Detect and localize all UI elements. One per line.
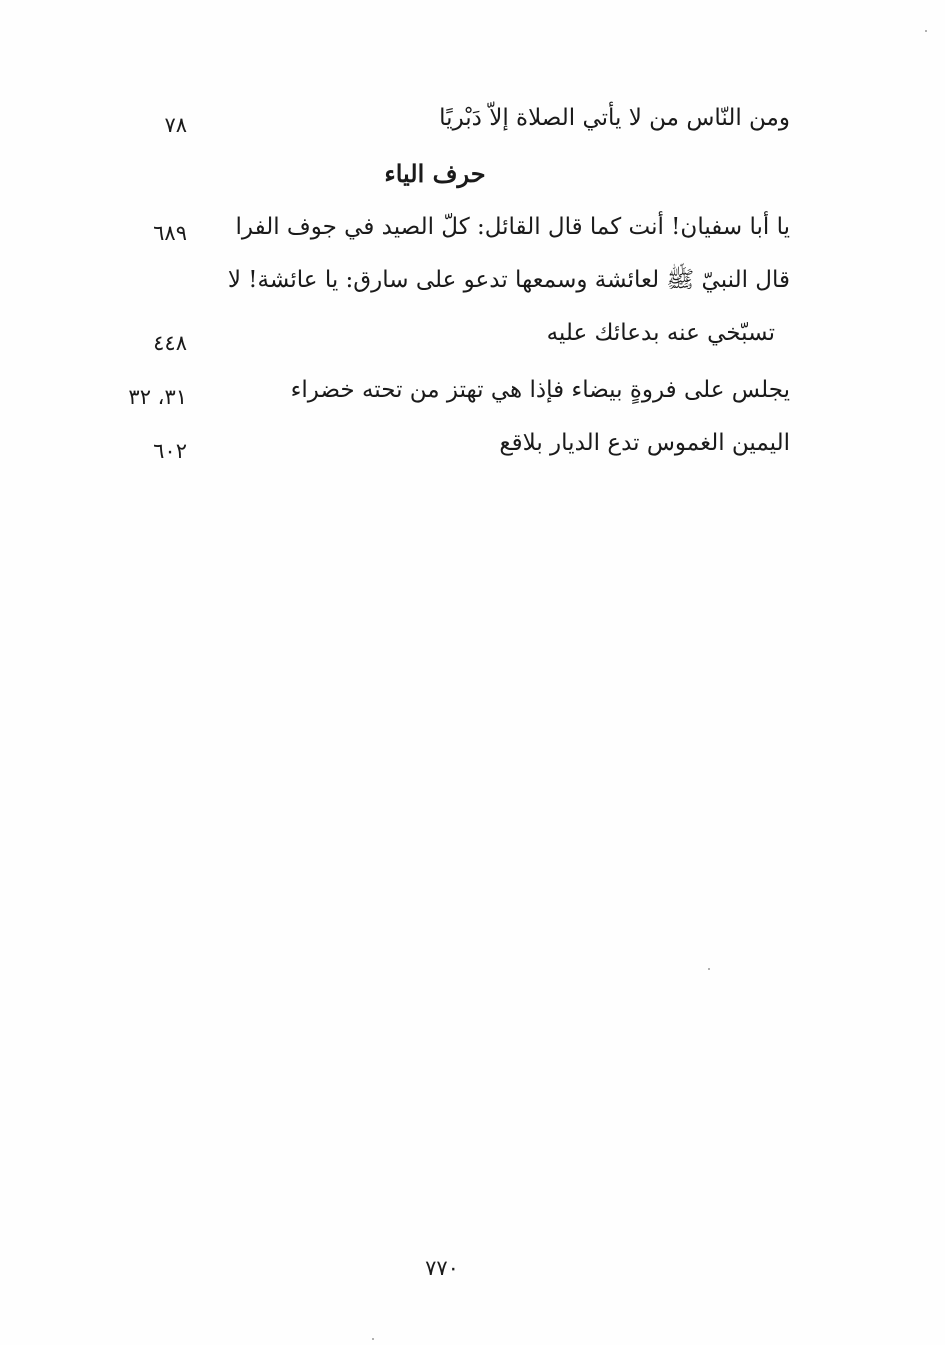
index-entry-text: يا أبا سفيان! أنت كما قال القائل: كلّ الصيد في جوف الفرا <box>235 214 790 240</box>
index-entry-page-ref: ٦٨٩ <box>153 221 187 245</box>
index-entry-page-ref: ٤٤٨ <box>153 331 187 355</box>
index-entry-page-ref: ٦٠٢ <box>153 439 187 463</box>
index-entry-text: يجلس على فروةٍ بيضاء فإذا هي تهتز من تحته خضراء <box>290 377 790 403</box>
index-entry-page-ref: ٣١، ٣٢ <box>128 385 187 409</box>
scan-speck <box>925 30 927 32</box>
index-entry-text-line2: تسبّخي عنه بدعائك عليه <box>546 320 775 346</box>
index-entry-text: اليمين الغموس تدع الديار بلاقع <box>499 430 790 456</box>
scan-speck <box>708 968 710 970</box>
index-entry-page-ref: ٧٨ <box>164 113 187 137</box>
scan-speck <box>372 1338 374 1340</box>
index-entry-text: ومن النّاس من لا يأتي الصلاة إلاّ دَبْريًا <box>439 105 790 131</box>
section-heading: حرف الياء <box>384 159 486 188</box>
index-entry-text-line1: قال النبيّ ﷺ لعائشة وسمعها تدعو على سارق: يا عائشة! لا <box>227 267 790 293</box>
page-number: ٧٧٠ <box>425 1256 459 1280</box>
